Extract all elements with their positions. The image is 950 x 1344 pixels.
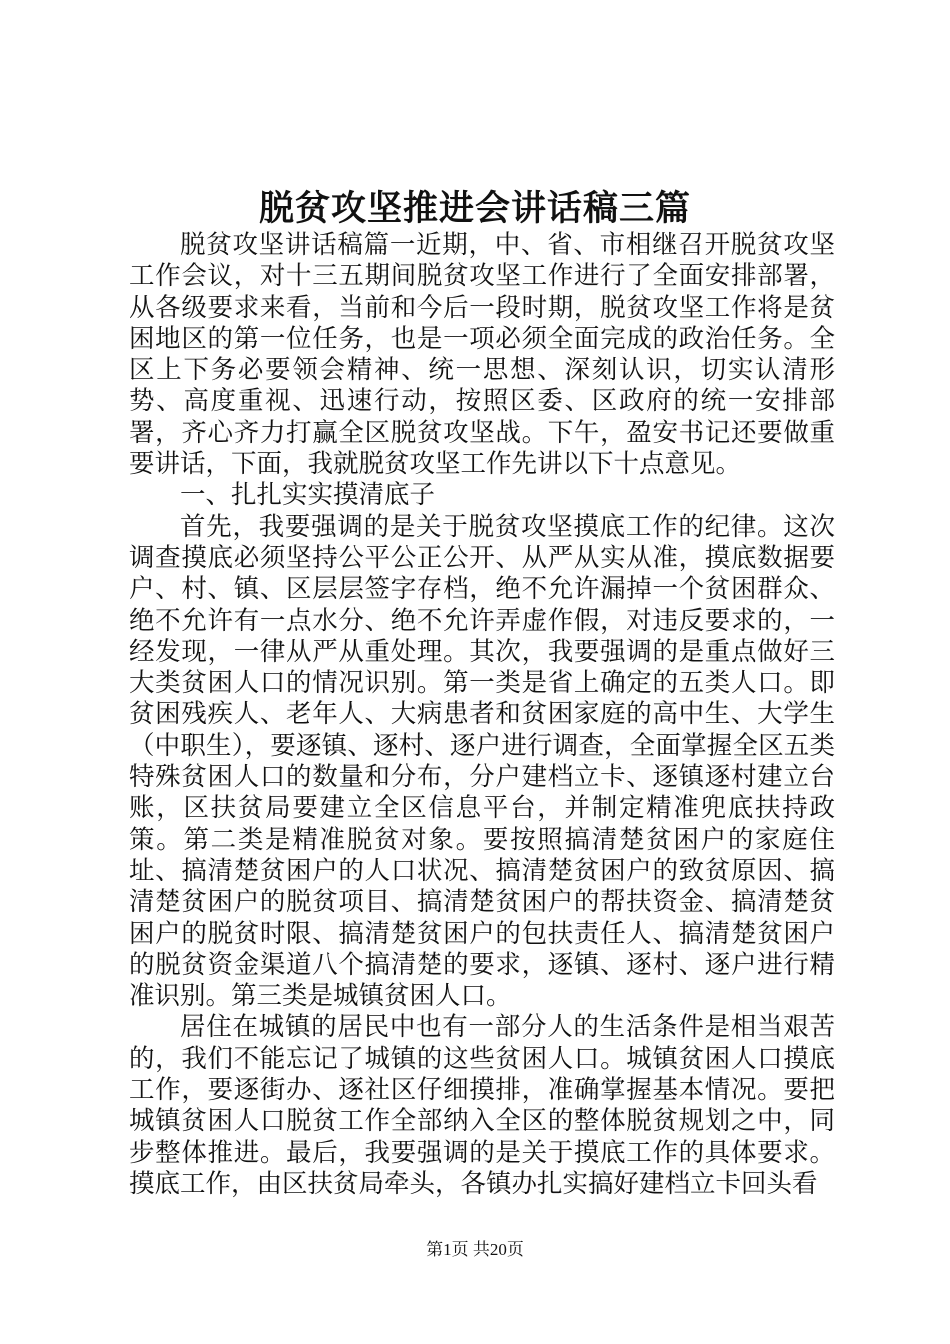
paragraph-intro: 脱贫攻坚讲话稿篇一近期，中、省、市相继召开脱贫攻坚工作会议，对十三五期间脱贫攻坚工作进行了全面安排部署，从各级要求来看，当前和今后一段时期，脱贫攻坚工作将是贫困地区的第一位任务，也是一项必须全面完成的政治任务。全区上下务必要领会精神、统一思想、深刻认识，切实认清形势、高度重视、迅速行动，按照区委、区政府的统一安排部署，齐心齐力打赢全区脱贫攻坚战。下午，盈安书记还要做重要讲话，下面，我就脱贫攻坚工作先讲以下十点意见。 [129, 230, 835, 480]
document-title: 脱贫攻坚推进会讲话稿三篇 [258, 188, 691, 229]
section-heading: 一、扎扎实实摸清底子 [180, 480, 436, 511]
document-body [129, 230, 835, 1200]
paragraph-discipline: 首先，我要强调的是关于脱贫攻坚摸底工作的纪律。这次调查摸底必须坚持公平公正公开、从严从实从准，摸底数据要户、村、镇、区层层签字存档，绝不允许漏掉一个贫困群众、绝不允许有一点水分、绝不允许弄虚作假，对违反要求的，一经发现，一律从严从重处理。其次，我要强调的是重点做好三大类贫困人口的情况识别。第一类是省上确定的五类人口。即贫困残疾人、老年人、大病患者和贫困家庭的高中生、大学生（中职生），要逐镇、逐村、逐户进行调查，全面掌握全区五类特殊贫困人口的数量和分布，分户建档立卡、逐镇逐村建立台账，区扶贫局要建立全区信息平台，并制定精准兜底扶持政策。第二类是精准脱贫对象。要按照搞清楚贫困户的家庭住址、搞清楚贫困户的人口状况、搞清楚贫困户的致贫原因、搞清楚贫困户的脱贫项目、搞清楚贫困户的帮扶资金、搞清楚贫困户的脱贫时限、搞清楚贫困户的包扶责任人、搞清楚贫困户的脱贫资金渠道八个搞清楚的要求，逐镇、逐村、逐户进行精准识别。第三类是城镇贫困人口。 [129, 511, 835, 1012]
paragraph-urban-poverty: 居住在城镇的居民中也有一部分人的生活条件是相当艰苦的，我们不能忘记了城镇的这些贫困人口。城镇贫困人口摸底工作，要逐街办、逐社区仔细摸排，准确掌握基本情况。要把城镇贫困人口脱贫工作全部纳入全区的整体脱贫规划之中，同步整体推进。最后，我要强调的是关于摸底工作的具体要求。摸底工作，由区扶贫局牵头，各镇办扎实搞好建档立卡回头看 [129, 1012, 835, 1199]
page-number-footer: 第1页 共20页 [426, 1240, 524, 1259]
